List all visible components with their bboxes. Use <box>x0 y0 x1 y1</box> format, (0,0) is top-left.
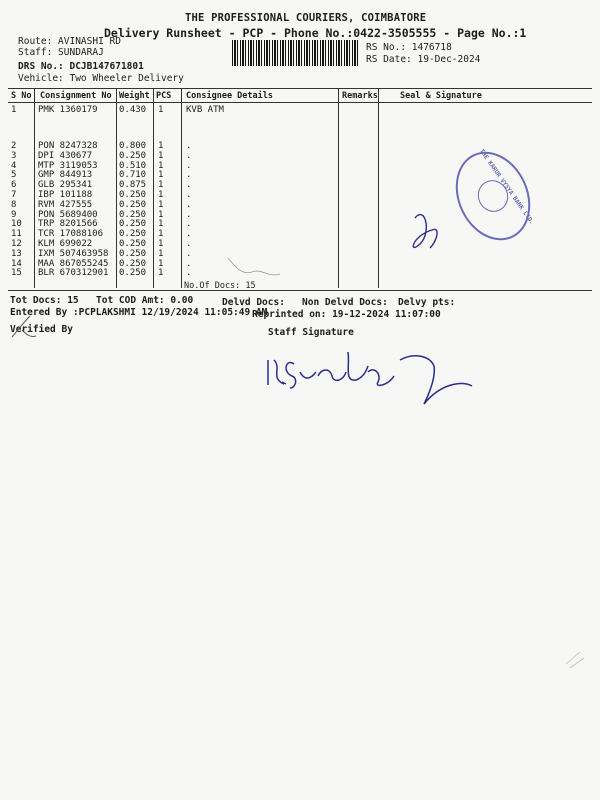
entered-by: Entered By :PCPLAKSHMI 12/19/2024 11:05:49 AM <box>10 307 268 318</box>
faint-initial-scribble <box>228 258 280 275</box>
table-cell-details: . <box>186 150 192 161</box>
table-cell-weight: 0.800 <box>119 141 147 151</box>
table-cell-details: . <box>186 268 192 279</box>
table-cell-sno: 3 <box>11 150 17 161</box>
table-cell-pcs: 1 <box>158 258 164 269</box>
table-cell-weight: 0.250 <box>119 268 147 279</box>
table-cell-details: . <box>186 190 192 200</box>
table-cell-pcs: 1 <box>158 229 164 240</box>
table-cell-pcs: 1 <box>158 248 164 259</box>
table-cell-details: . <box>186 209 192 220</box>
table-cell-weight: 0.710 <box>119 170 147 181</box>
non-delvd-docs: Non Delvd Docs: <box>302 297 388 308</box>
table-cell-weight: 0.250 <box>119 248 147 259</box>
col-header-consignment: Consignment No <box>40 91 112 101</box>
no-of-docs: No.Of Docs: 15 <box>184 281 256 291</box>
table-cell-weight: 0.250 <box>119 199 147 210</box>
table-cell-pcs: 1 <box>158 239 164 249</box>
table-cell-cons: KLM 699022 <box>38 239 93 249</box>
rs-number: RS No.: 1476718 <box>366 42 452 53</box>
table-cell-cons: PMK 1360179 <box>38 105 98 115</box>
delvy-pts: Delvy pts: <box>398 297 456 308</box>
table-cell-weight: 0.430 <box>119 105 147 115</box>
reprinted-on: Reprinted on: 19-12-2024 11:07:00 <box>252 309 441 320</box>
table-cell-sno: 8 <box>11 199 17 210</box>
table-cell-weight: 0.250 <box>119 258 147 269</box>
table-cell-sno: 6 <box>11 180 17 191</box>
vehicle-label: Vehicle: Two Wheeler Delivery <box>18 73 184 84</box>
table-cell-cons: TCR 17088106 <box>38 229 104 240</box>
rs-date: RS Date: 19-Dec-2024 <box>366 54 481 65</box>
table-cell-cons: BLR 670312901 <box>38 268 109 279</box>
table-cell-pcs: 1 <box>158 170 164 181</box>
table-cell-details: . <box>186 239 192 249</box>
stamp-text: THE KARUR VYSYA BANK LTD. <box>477 147 536 226</box>
table-cell-sno: 10 <box>11 219 22 230</box>
table-cell-cons: DPI 430677 <box>38 150 93 161</box>
table-cell-weight: 0.510 <box>119 160 147 171</box>
company-title: THE PROFESSIONAL COURIERS, COIMBATORE <box>185 12 427 24</box>
table-cell-pcs: 1 <box>158 180 164 191</box>
table-cell-sno: 2 <box>11 141 17 151</box>
col-header-seal: Seal & Signature <box>400 91 482 101</box>
table-cell-sno: 1 <box>11 105 17 115</box>
table-cell-pcs: 1 <box>158 150 164 161</box>
runsheet-subtitle: Delivery Runsheet - PCP - Phone No.:0422-3505555 - Page No.:1 <box>104 26 527 40</box>
table-cell-weight: 0.250 <box>119 150 147 161</box>
table-cell-details: . <box>186 258 192 269</box>
table-cell-weight: 0.875 <box>119 180 147 191</box>
table-cell-cons: GMP 844913 <box>38 170 93 181</box>
table-cell-cons: MAA 867055245 <box>38 258 109 269</box>
tot-docs: Tot Docs: 15 <box>10 295 79 306</box>
table-cell-cons: PON 5689400 <box>38 209 98 220</box>
staff-signature <box>268 352 472 404</box>
delvd-docs: Delvd Docs: <box>222 297 285 308</box>
page-corner-mark <box>566 652 584 668</box>
table-cell-details: . <box>186 180 192 191</box>
table-cell-sno: 5 <box>11 170 17 181</box>
table-cell-weight: 0.250 <box>119 239 147 249</box>
table-cell-cons: IXM 507463958 <box>38 248 109 259</box>
table-cell-weight: 0.250 <box>119 190 147 200</box>
col-header-sno: S No <box>11 91 32 101</box>
table-cell-cons: PON 8247328 <box>38 141 98 151</box>
table-cell-weight: 0.250 <box>119 229 147 240</box>
drs-number: DRS No.: DCJB147671801 <box>18 61 144 72</box>
table-cell-sno: 12 <box>11 239 22 249</box>
verified-by: Verified By <box>10 324 73 335</box>
table-cell-pcs: 1 <box>158 199 164 210</box>
col-header-pcs: PCS <box>156 91 172 101</box>
staff-label: Staff: SUNDARAJ <box>18 47 104 58</box>
table-cell-pcs: 1 <box>158 219 164 230</box>
seal-signature-scribble <box>413 215 437 248</box>
table-cell-pcs: 1 <box>158 105 164 115</box>
table-cell-cons: TRP 8201566 <box>38 219 98 230</box>
table-cell-sno: 4 <box>11 160 17 171</box>
table-cell-sno: 7 <box>11 190 17 200</box>
table-cell-pcs: 1 <box>158 141 164 151</box>
table-cell-pcs: 1 <box>158 209 164 220</box>
route-label: Route: AVINASHI RD <box>18 36 121 47</box>
table-cell-sno: 15 <box>11 268 22 279</box>
col-header-weight: Weight <box>119 91 150 101</box>
table-cell-details: . <box>186 229 192 240</box>
table-cell-details: . <box>186 248 192 259</box>
table-cell-sno: 9 <box>11 209 17 220</box>
table-cell-pcs: 1 <box>158 268 164 279</box>
staff-signature-label: Staff Signature <box>268 327 354 338</box>
tot-cod-amount: Tot COD Amt: 0.00 <box>96 295 194 306</box>
table-cell-sno: 13 <box>11 248 22 259</box>
table-cell-weight: 0.250 <box>119 209 147 220</box>
table-cell-cons: RVM 427555 <box>38 199 93 210</box>
table-cell-cons: IBP 101188 <box>38 190 93 200</box>
verified-tick <box>12 316 36 337</box>
table-cell-details: KVB ATM <box>186 105 224 115</box>
table-cell-details: . <box>186 160 192 171</box>
table-cell-sno: 14 <box>11 258 22 269</box>
table-cell-cons: MTP 3119053 <box>38 160 98 171</box>
table-cell-details: . <box>186 219 192 230</box>
col-header-remarks: Remarks <box>342 91 378 101</box>
table-cell-pcs: 1 <box>158 160 164 171</box>
table-cell-pcs: 1 <box>158 190 164 200</box>
table-cell-details: . <box>186 199 192 210</box>
table-cell-cons: GLB 295341 <box>38 180 93 191</box>
table-cell-weight: 0.250 <box>119 219 147 230</box>
table-cell-details: . <box>186 170 192 181</box>
table-cell-sno: 11 <box>11 229 22 240</box>
col-header-consignee: Consignee Details <box>186 91 273 101</box>
table-cell-details: . <box>186 141 192 151</box>
